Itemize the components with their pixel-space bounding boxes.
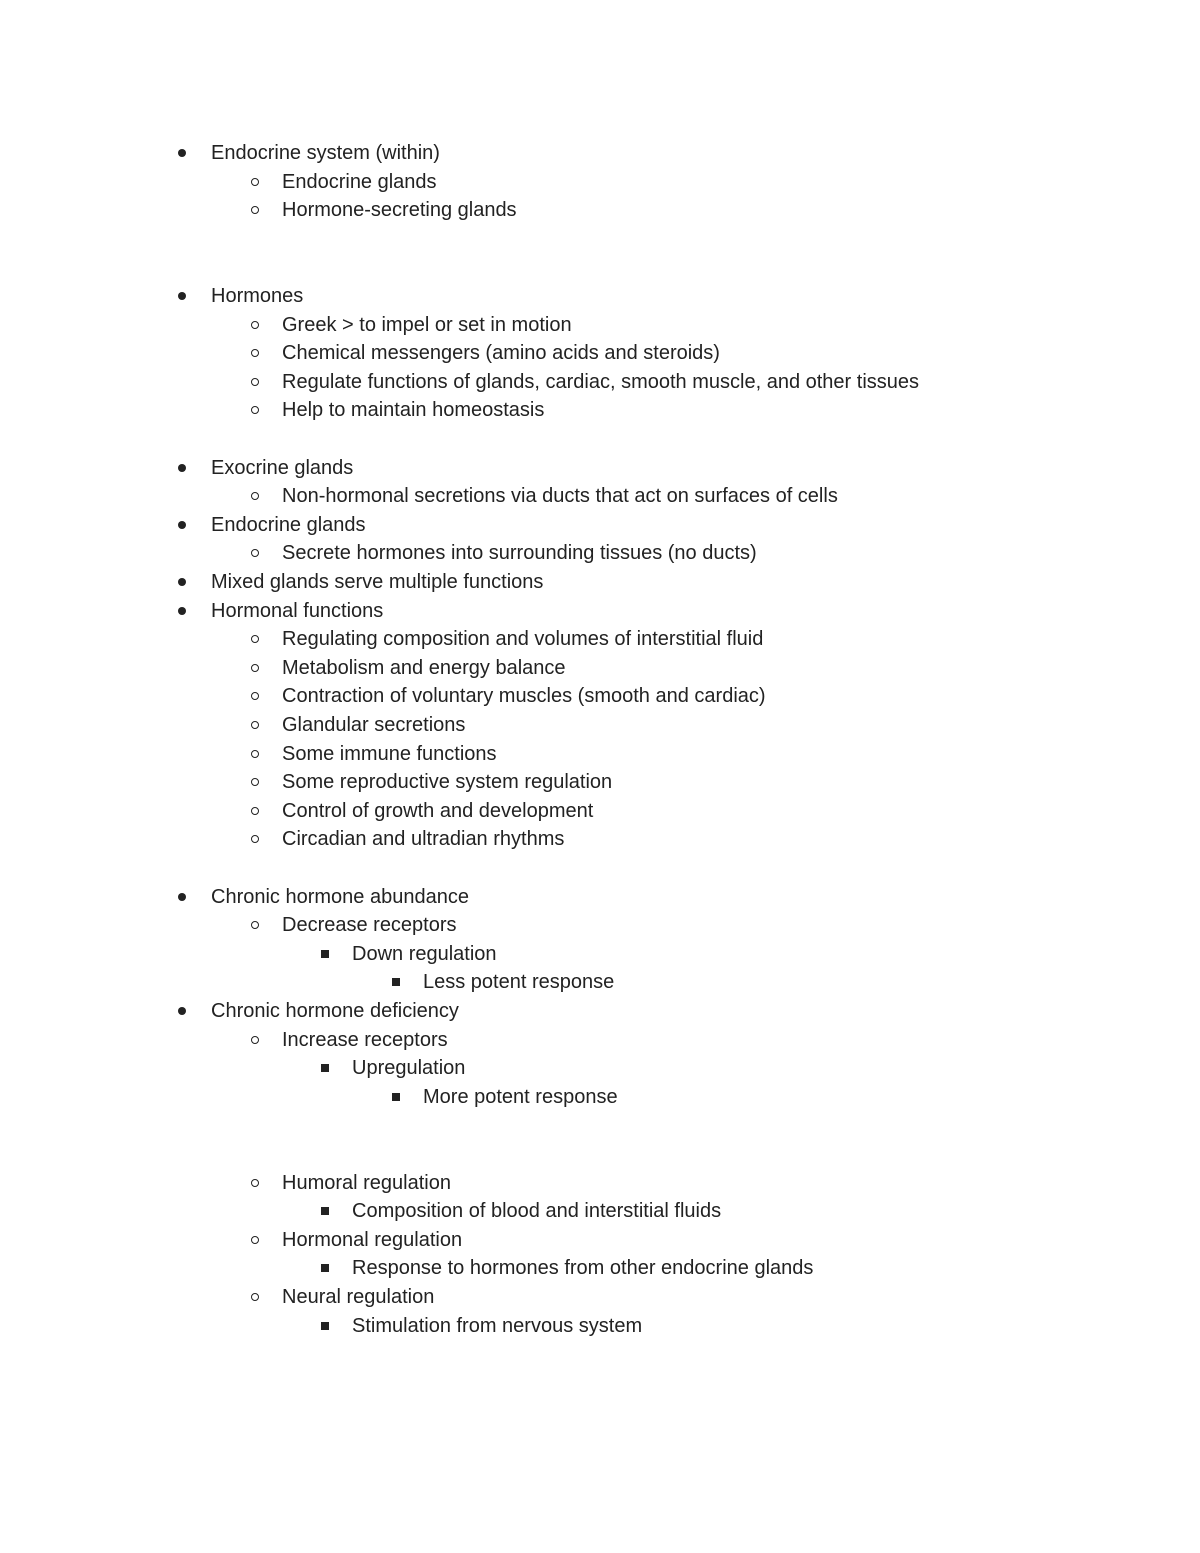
hollow-circle-bullet-icon: [243, 625, 267, 653]
list-item-text: Help to maintain homeostasis: [282, 399, 545, 421]
list-item-text: Secrete hormones into surrounding tissues (no ducts): [282, 542, 757, 564]
hollow-circle-bullet-icon: [243, 196, 267, 224]
hollow-circle-bullet-icon: [243, 1169, 267, 1197]
list-item-text: Upregulation: [352, 1057, 466, 1079]
hollow-circle-bullet-icon: [243, 482, 267, 510]
list-item-text: Endocrine glands: [282, 171, 437, 193]
list-item-text: Metabolism and energy balance: [282, 657, 566, 679]
hollow-circle-bullet-icon: [243, 911, 267, 939]
list-item-text: Endocrine system (within): [211, 142, 440, 164]
square-bullet-icon: [313, 940, 337, 968]
filled-circle-bullet-icon: [170, 139, 194, 167]
list-item-text: Control of growth and development: [282, 800, 594, 822]
list-item-text: Response to hormones from other endocrine glands: [352, 1257, 814, 1279]
list-item-text: Humoral regulation: [282, 1172, 451, 1194]
list-item-text: Chronic hormone abundance: [211, 886, 469, 908]
square-bullet-icon: [313, 1312, 337, 1340]
list-item-text: Endocrine glands: [211, 514, 366, 536]
hollow-circle-bullet-icon: [243, 825, 267, 853]
hollow-circle-bullet-icon: [243, 396, 267, 424]
filled-circle-bullet-icon: [170, 597, 194, 625]
hollow-circle-bullet-icon: [243, 311, 267, 339]
square-bullet-icon: [313, 1054, 337, 1082]
list-item-text: Greek > to impel or set in motion: [282, 314, 572, 336]
list-item-text: Some reproductive system regulation: [282, 771, 613, 793]
list-item-text: Down regulation: [352, 943, 497, 965]
hollow-circle-bullet-icon: [243, 1283, 267, 1311]
hollow-circle-bullet-icon: [243, 711, 267, 739]
square-bullet-icon: [313, 1197, 337, 1225]
list-item-text: Hormones: [211, 285, 304, 307]
hollow-circle-bullet-icon: [243, 682, 267, 710]
list-item-text: Non-hormonal secretions via ducts that act on surfaces of cells: [282, 485, 838, 507]
list-item-text: Hormonal regulation: [282, 1229, 463, 1251]
list-item-text: Contraction of voluntary muscles (smooth and cardiac): [282, 685, 766, 707]
hollow-circle-bullet-icon: [243, 368, 267, 396]
list-item-text: Circadian and ultradian rhythms: [282, 828, 565, 850]
hollow-circle-bullet-icon: [243, 1026, 267, 1054]
list-item-text: Mixed glands serve multiple functions: [211, 571, 544, 593]
filled-circle-bullet-icon: [170, 568, 194, 596]
hollow-circle-bullet-icon: [243, 740, 267, 768]
list-item-text: Stimulation from nervous system: [352, 1315, 643, 1337]
filled-circle-bullet-icon: [170, 454, 194, 482]
list-item-text: More potent response: [423, 1086, 618, 1108]
filled-circle-bullet-icon: [170, 511, 194, 539]
square-bullet-icon: [313, 1254, 337, 1282]
hollow-circle-bullet-icon: [243, 797, 267, 825]
list-item-text: Increase receptors: [282, 1029, 448, 1051]
list-item-text: Chronic hormone deficiency: [211, 1000, 459, 1022]
hollow-circle-bullet-icon: [243, 768, 267, 796]
square-bullet-icon: [384, 1083, 408, 1111]
list-item-text: Some immune functions: [282, 743, 497, 765]
list-item-text: Less potent response: [423, 971, 615, 993]
filled-circle-bullet-icon: [170, 883, 194, 911]
hollow-circle-bullet-icon: [243, 539, 267, 567]
square-bullet-icon: [384, 968, 408, 996]
filled-circle-bullet-icon: [170, 282, 194, 310]
list-item-text: Hormone-secreting glands: [282, 199, 517, 221]
filled-circle-bullet-icon: [170, 997, 194, 1025]
list-item-text: Neural regulation: [282, 1286, 435, 1308]
list-item-text: Exocrine glands: [211, 457, 354, 479]
list-item-text: Hormonal functions: [211, 600, 384, 622]
hollow-circle-bullet-icon: [243, 1226, 267, 1254]
list-item-text: Regulating composition and volumes of interstitial fluid: [282, 628, 764, 650]
hollow-circle-bullet-icon: [243, 339, 267, 367]
list-item-text: Glandular secretions: [282, 714, 466, 736]
list-item-text: Decrease receptors: [282, 914, 457, 936]
hollow-circle-bullet-icon: [243, 654, 267, 682]
list-item-text: Composition of blood and interstitial fluids: [352, 1200, 722, 1222]
hollow-circle-bullet-icon: [243, 168, 267, 196]
list-item-text: Chemical messengers (amino acids and steroids): [282, 342, 720, 364]
list-item-text: Regulate functions of glands, cardiac, smooth muscle, and other tissues: [282, 371, 920, 393]
